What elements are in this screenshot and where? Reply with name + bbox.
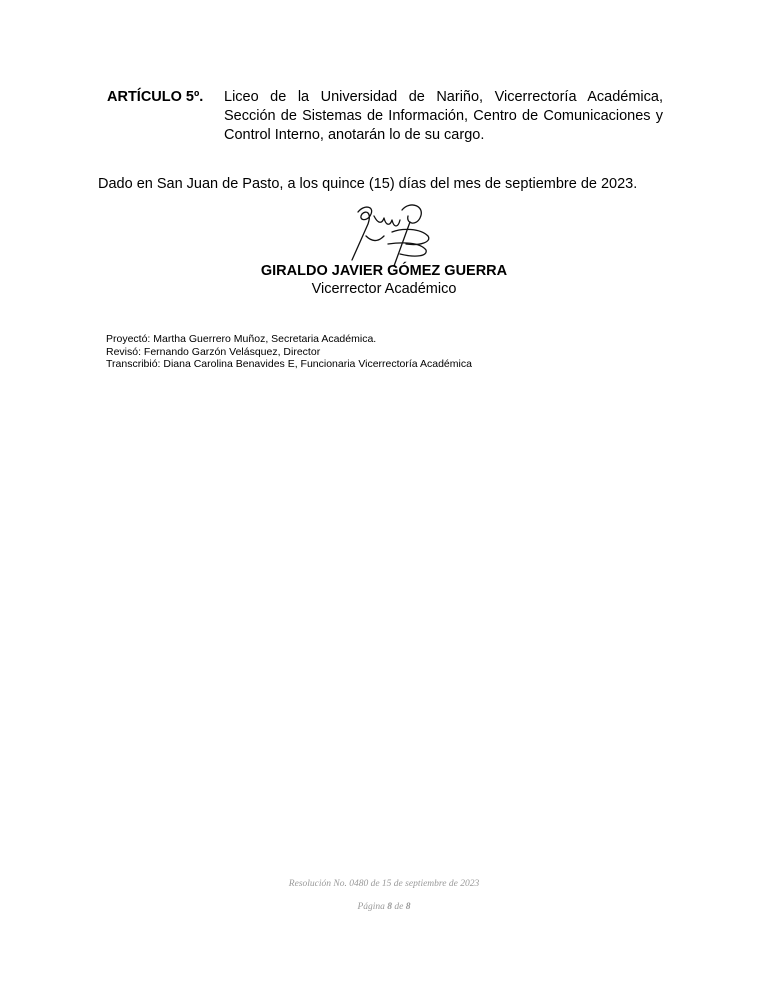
page-prefix: Página [357, 902, 385, 912]
note-line: Revisó: Fernando Garzón Velásquez, Director [106, 345, 321, 358]
article-text: Liceo de la Universidad de Nariño, Vicerrectoría Académica, Sección de Sistemas de Información, Centro de Comunicaciones y Control Interno, anotarán lo de su cargo. [224, 89, 663, 143]
page-current: 8 [387, 902, 393, 912]
footer-page-number [0, 902, 768, 912]
article-label: ARTÍCULO 5º. [107, 89, 204, 105]
note-line: Transcribió: Diana Carolina Benavides E, Funcionaria Vicerrectoría Académica [106, 358, 472, 370]
signer-role: Vicerrector Académico [311, 281, 457, 297]
article-5 [107, 88, 663, 145]
closing-text: Dado en San Juan de Pasto, a los quince (15) días del mes de septiembre de 2023. [98, 176, 638, 192]
handwritten-signature [336, 202, 436, 272]
signer-name: GIRALDO JAVIER GÓMEZ GUERRA [260, 263, 508, 279]
footer-resolution: Resolución No. 0480 de 15 de septiembre de 2023 [288, 879, 480, 889]
page-separator: de [394, 902, 404, 912]
notes-block [106, 333, 472, 371]
note-line: Proyectó: Martha Guerrero Muñoz, Secretaria Académica. [106, 333, 377, 345]
page-total: 8 [405, 902, 411, 912]
